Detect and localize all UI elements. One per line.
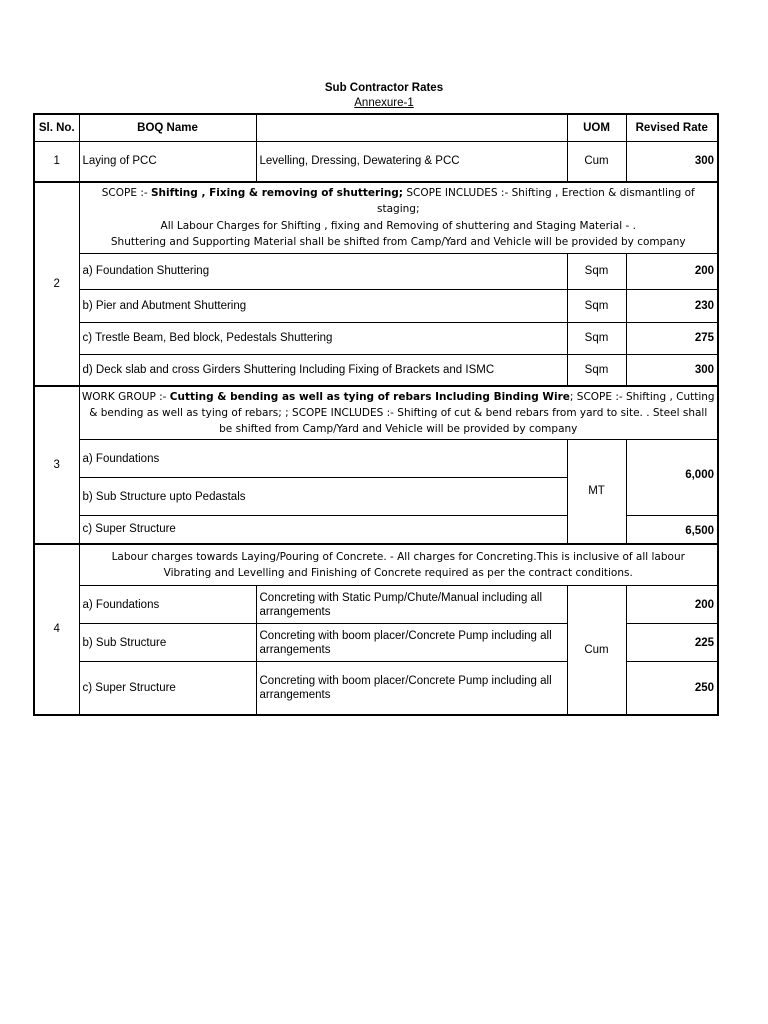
section3-scope-row [34, 386, 718, 440]
section4-scope-row [34, 544, 718, 586]
section3-scope-bold: Cutting & bending as well as tying of rebars Including Binding Wire [169, 391, 570, 403]
header-description [256, 114, 567, 142]
section4-item-name: a) Foundations [79, 586, 256, 624]
section3-rate-ab: 6,000 [626, 440, 718, 516]
section2-scope-line3: Shuttering and Supporting Material shall be shifted from Camp/Yard and Vehicle will be provided by company [110, 236, 686, 248]
table-row [34, 142, 718, 182]
section4-item-desc: Concreting with boom placer/Concrete Pump including all arrangements [256, 624, 567, 662]
section2-scope-p2: SCOPE INCLUDES :- Shifting , Erection & dismantling of staging; [377, 186, 695, 215]
section2-scope-row [34, 182, 718, 254]
document-title: Sub Contractor Rates [324, 82, 444, 94]
section2-scope-p1: SCOPE :- [101, 186, 151, 199]
section2-item-uom: Sqm [567, 354, 626, 386]
section2-item-name: c) Trestle Beam, Bed block, Pedestals Shuttering [79, 322, 567, 354]
section3-item-name: a) Foundations [79, 440, 567, 478]
section3-scope-p2: ; SCOPE :- Shifting , Cutting & bending as well as tying of rebars; ; SCOPE INCLUDES :- Shifting of cut & bend rebars from yard to site. . Steel shall be shifted from Camp/Yard and Vehicle will be provided by company [89, 391, 715, 435]
section4-item-name: b) Sub Structure [79, 624, 256, 662]
document-subtitle: Annexure-1 [354, 97, 414, 109]
table-row [34, 322, 718, 354]
section3-item-name: c) Super Structure [79, 516, 567, 544]
section3-rate-c: 6,500 [626, 516, 718, 544]
section2-item-name: d) Deck slab and cross Girders Shuttering Including Fixing of Brackets and ISMC [79, 354, 567, 386]
header-boq-name: BOQ Name [79, 114, 256, 142]
table-row [34, 354, 718, 386]
row1-rate: 300 [626, 142, 718, 182]
section4-item-rate: 250 [626, 662, 718, 715]
header-sl-no: Sl. No. [34, 114, 79, 142]
table-row [34, 289, 718, 322]
section2-item-uom: Sqm [567, 289, 626, 322]
section2-item-uom: Sqm [567, 253, 626, 289]
table-header-row [34, 114, 718, 142]
section3-scope [79, 386, 718, 440]
section4-item-desc: Concreting with Static Pump/Chute/Manual including all arrangements [256, 586, 567, 624]
section2-item-name: b) Pier and Abutment Shuttering [79, 289, 567, 322]
section3-scope-p1: WORK GROUP :- [81, 391, 170, 403]
section2-item-rate: 200 [626, 253, 718, 289]
section4-item-rate: 225 [626, 624, 718, 662]
row1-desc: Levelling, Dressing, Dewatering & PCC [256, 142, 567, 182]
row1-name: Laying of PCC [79, 142, 256, 182]
section3-sl: 3 [34, 386, 79, 544]
row1-uom: Cum [567, 142, 626, 182]
header-uom: UOM [567, 114, 626, 142]
section2-scope-bold: Shifting , Fixing & removing of shuttering; [150, 186, 404, 199]
table-row [34, 586, 718, 624]
section4-uom: Cum [567, 586, 626, 715]
section2-scope [79, 182, 718, 254]
section2-item-name: a) Foundation Shuttering [79, 253, 567, 289]
section3-item-name: b) Sub Structure upto Pedastals [79, 478, 567, 516]
section4-scope-line2: Vibrating and Levelling and Finishing of Concrete required as per the contract conditions. [163, 566, 633, 579]
section4-item-name: c) Super Structure [79, 662, 256, 715]
section3-uom: MT [567, 440, 626, 544]
section4-sl: 4 [34, 544, 79, 715]
table-row [34, 253, 718, 289]
section4-scope-line1: Labour charges towards Laying/Pouring of Concrete. - All charges for Concreting.This is inclusive of all labour [111, 550, 685, 563]
row1-sl: 1 [34, 142, 79, 182]
table-row [34, 440, 718, 478]
section4-item-desc: Concreting with boom placer/Concrete Pump including all arrangements [256, 662, 567, 715]
section2-item-rate: 275 [626, 322, 718, 354]
header-revised-rate: Revised Rate [626, 114, 718, 142]
section4-item-rate: 200 [626, 586, 718, 624]
section2-item-rate: 300 [626, 354, 718, 386]
section4-scope [79, 544, 718, 586]
section2-item-rate: 230 [626, 289, 718, 322]
section2-scope-line2: All Labour Charges for Shifting , fixing and Removing of shuttering and Staging Material - . [160, 219, 636, 232]
section2-sl: 2 [34, 182, 79, 387]
rates-table [33, 113, 719, 716]
section2-item-uom: Sqm [567, 322, 626, 354]
